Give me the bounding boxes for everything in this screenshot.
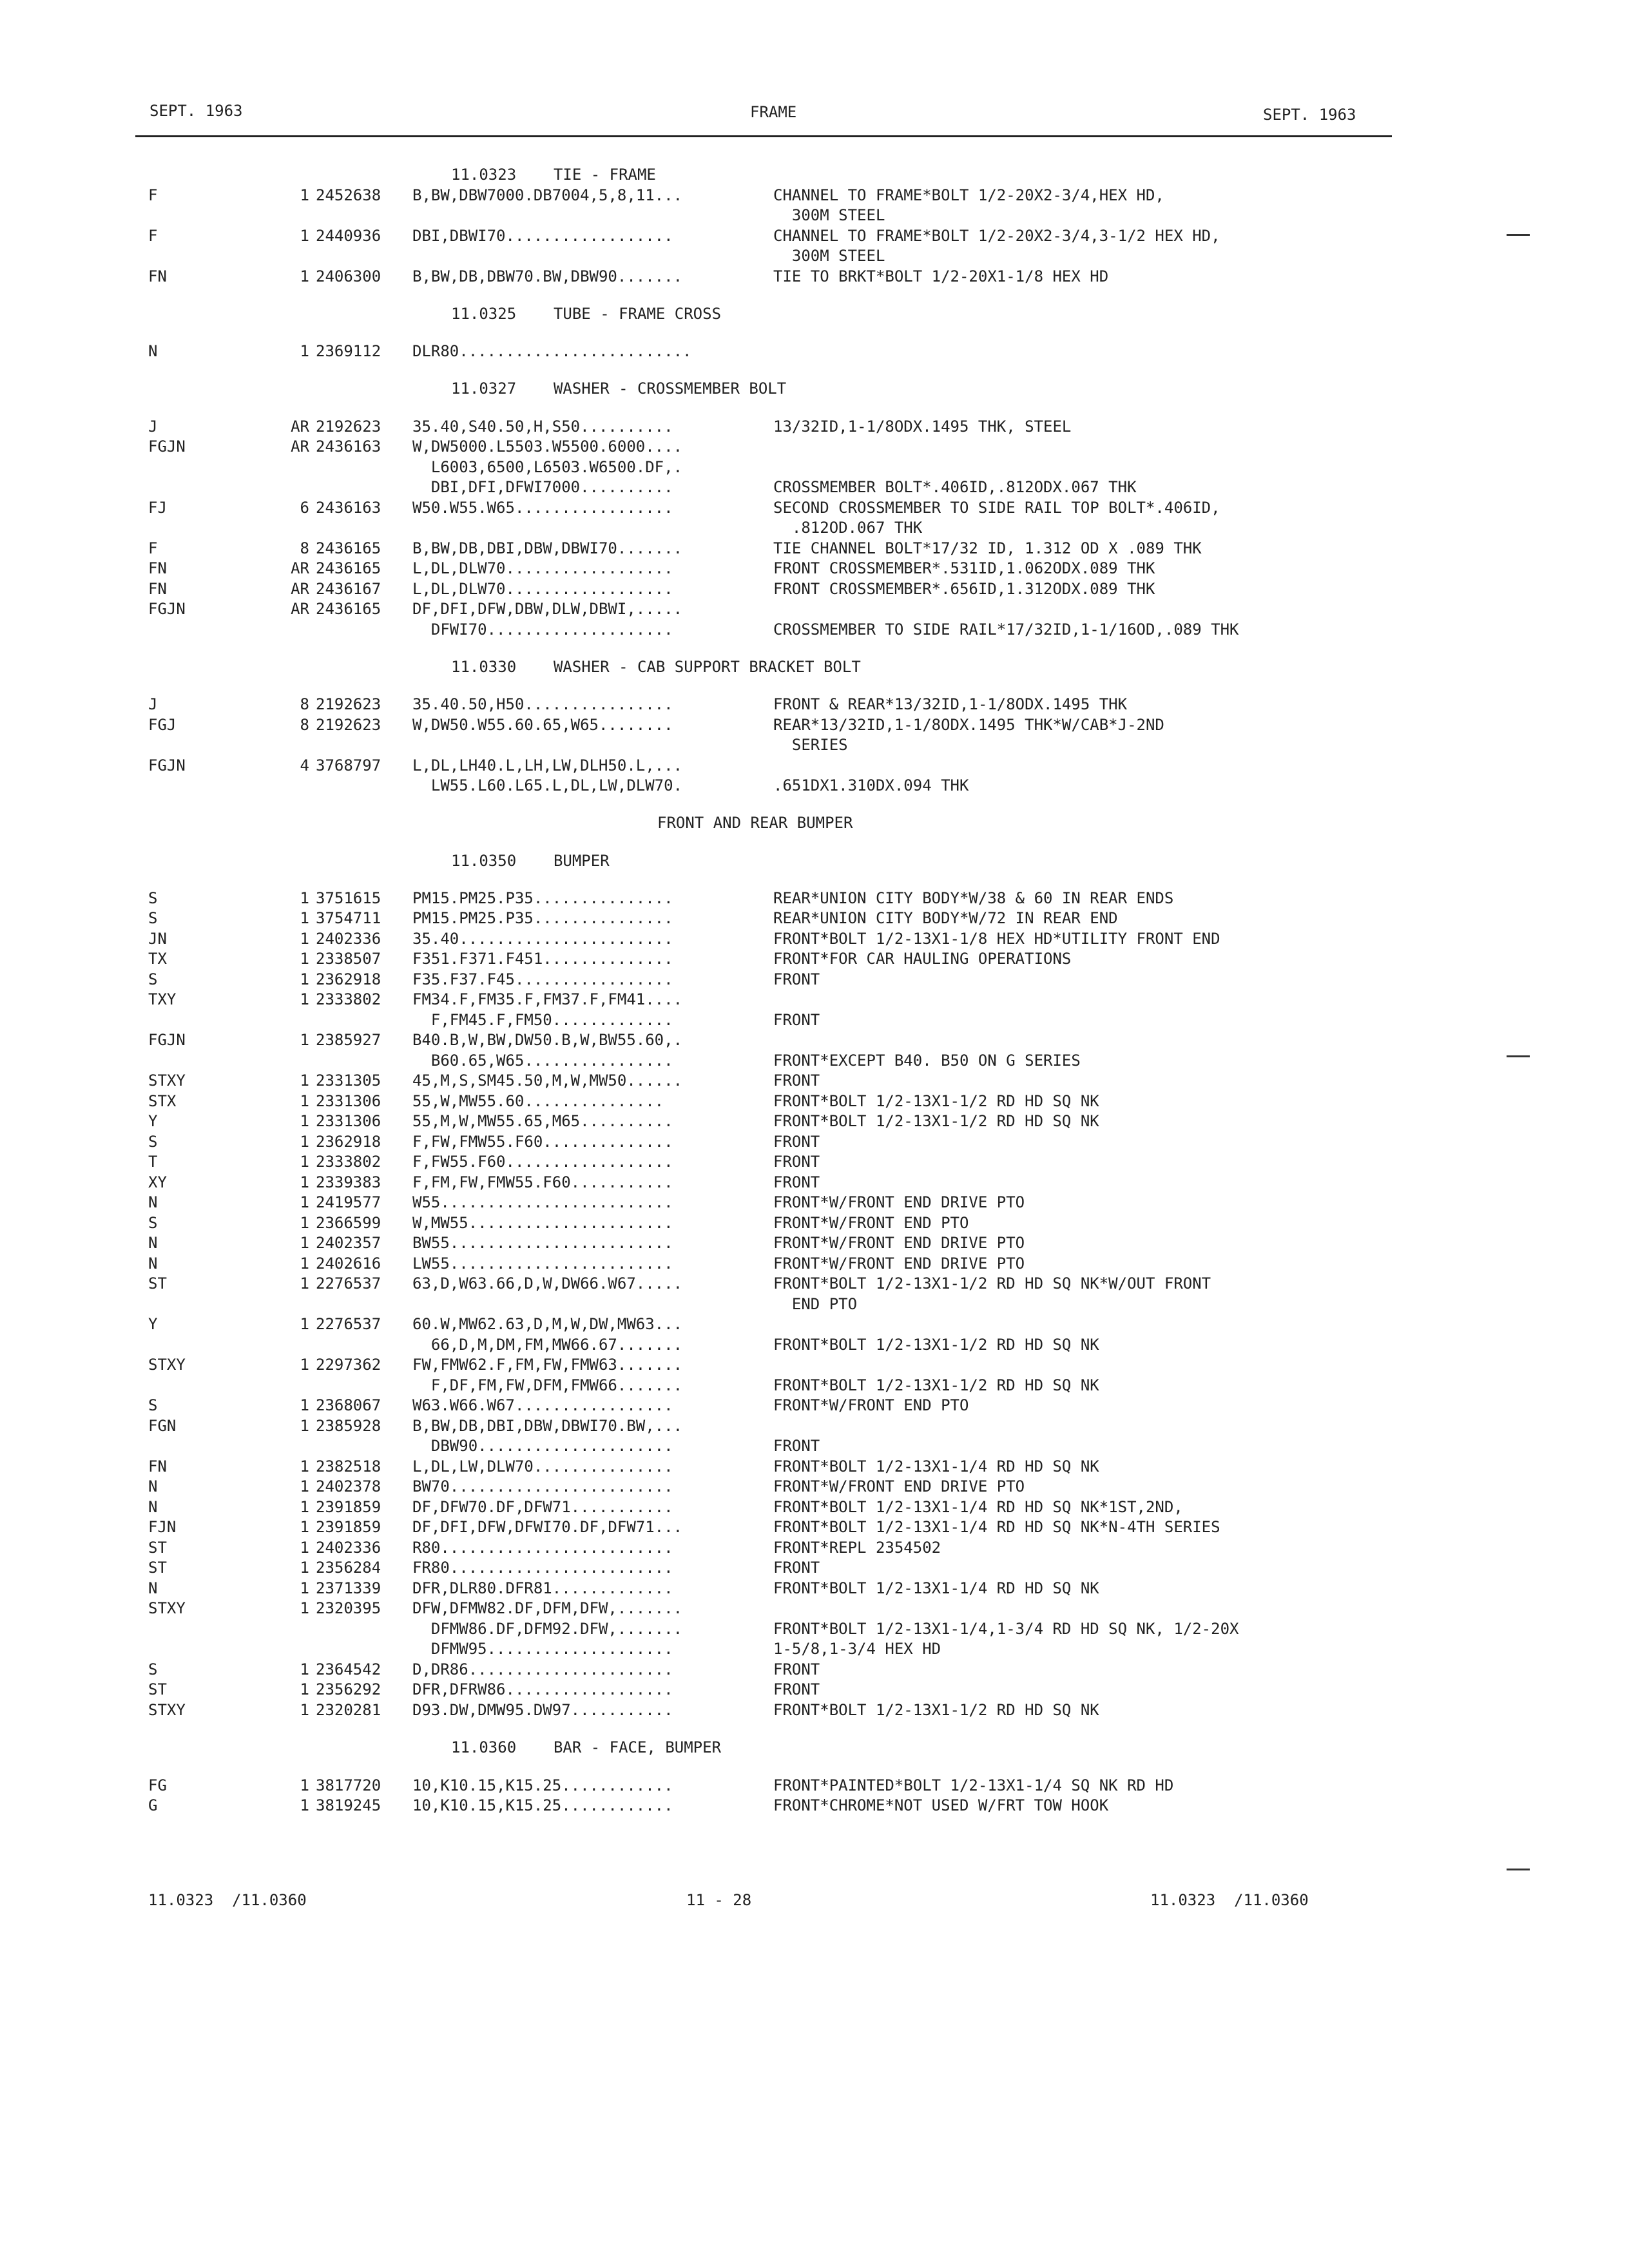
application: W55.........................	[412, 1193, 673, 1212]
quantity: 1	[300, 1153, 309, 1171]
description: SECOND CROSSMEMBER TO SIDE RAIL TOP BOLT*.406ID,	[773, 498, 1220, 517]
application: 35.40.......................	[412, 929, 673, 948]
application: W,MW55......................	[412, 1213, 673, 1232]
quantity: 4	[300, 756, 309, 774]
part-number: 2320281	[316, 1700, 381, 1719]
model-code: F	[148, 539, 158, 557]
model-code: JN	[148, 929, 167, 948]
application: W,DW5000.L5503.W5500.6000....	[412, 437, 683, 456]
model-code: J	[148, 695, 158, 714]
quantity: 1	[300, 1518, 309, 1537]
model-code: TXY	[148, 990, 177, 1009]
quantity: 1	[300, 342, 309, 361]
part-number: 2331306	[316, 1091, 381, 1110]
model-code: Y	[148, 1315, 158, 1334]
quantity: 1	[300, 1234, 309, 1253]
quantity: 1	[300, 889, 309, 907]
description: CHANNEL TO FRAME*BOLT 1/2-20X2-3/4,3-1/2 HEX HD,	[773, 226, 1220, 245]
application: DFWI70....................	[412, 620, 673, 639]
margin-mark	[1507, 234, 1530, 236]
model-code: FG	[148, 1776, 167, 1794]
part-number: 2364542	[316, 1660, 381, 1678]
part-number: 2331305	[316, 1072, 381, 1090]
application: FR80........................	[412, 1559, 673, 1577]
quantity: 8	[300, 539, 309, 557]
application: D93.DW,DMW95.DW97...........	[412, 1700, 673, 1719]
model-code: ST	[148, 1274, 167, 1293]
part-number: 2419577	[316, 1193, 381, 1212]
model-code: N	[148, 1193, 158, 1212]
quantity: 1	[300, 1700, 309, 1719]
application: DFW,DFMW82.DF,DFM,DFW,.......	[412, 1599, 683, 1618]
part-number: 2356292	[316, 1680, 381, 1699]
quantity: 1	[300, 1477, 309, 1496]
model-code: G	[148, 1796, 158, 1815]
quantity: 1	[300, 226, 309, 245]
quantity: 1	[300, 1599, 309, 1618]
quantity: 1	[300, 1416, 309, 1435]
description: FRONT*W/FRONT END PTO	[773, 1213, 969, 1232]
application: L,DL,DLW70..................	[412, 559, 673, 578]
model-code: STXY	[148, 1356, 186, 1374]
quantity: 1	[300, 1254, 309, 1273]
application: DFMW95....................	[412, 1640, 673, 1658]
group-heading: FRONT AND REAR BUMPER	[657, 814, 853, 832]
description: FRONT	[773, 1660, 820, 1678]
part-number: 2333802	[316, 1153, 381, 1171]
description: FRONT	[773, 1173, 820, 1191]
application: LW55........................	[412, 1254, 673, 1273]
description: FRONT*W/FRONT END DRIVE PTO	[773, 1193, 1025, 1212]
description: FRONT*BOLT 1/2-13X1-1/4 RD HD SQ NK*1ST,2ND,	[773, 1497, 1183, 1516]
part-number: 2452638	[316, 186, 381, 204]
model-code: N	[148, 1579, 158, 1597]
part-number: 2276537	[316, 1315, 381, 1334]
quantity: 1	[300, 1112, 309, 1131]
margin-mark	[1507, 1055, 1530, 1057]
application: B,BW,DB,DBW70.BW,DBW90.......	[412, 267, 683, 285]
description: FRONT*CHROME*NOT USED W/FRT TOW HOOK	[773, 1796, 1109, 1815]
description: FRONT*EXCEPT B40. B50 ON G SERIES	[773, 1051, 1081, 1070]
quantity: 1	[300, 1776, 309, 1794]
model-code: FGJ	[148, 715, 177, 734]
part-number: 2369112	[316, 342, 381, 361]
application: B60.65,W65................	[412, 1051, 673, 1070]
part-number: 2385927	[316, 1031, 381, 1050]
description: 13/32ID,1-1/8ODX.1495 THK, STEEL	[773, 417, 1072, 436]
application: DF,DFI,DFW,DBW,DLW,DBWI,.....	[412, 600, 683, 619]
model-code: FN	[148, 559, 167, 578]
application: 55,M,W,MW55.65,M65..........	[412, 1112, 673, 1131]
quantity: 1	[300, 1132, 309, 1151]
application: DFMW86.DF,DFM92.DFW,.......	[412, 1619, 683, 1638]
part-number: 2402336	[316, 929, 381, 948]
model-code: STXY	[148, 1599, 186, 1618]
application: R80.........................	[412, 1538, 673, 1557]
description: CHANNEL TO FRAME*BOLT 1/2-20X2-3/4,HEX HD,	[773, 186, 1164, 204]
model-code: S	[148, 970, 158, 988]
model-code: S	[148, 1660, 158, 1678]
description: FRONT*W/FRONT END PTO	[773, 1396, 969, 1415]
part-number: 2402378	[316, 1477, 381, 1496]
part-number: 2192623	[316, 417, 381, 436]
application: F,FM,FW,FMW55.F60...........	[412, 1173, 673, 1191]
description: CROSSMEMBER BOLT*.406ID,.812ODX.067 THK	[773, 478, 1137, 497]
description: REAR*13/32ID,1-1/8ODX.1495 THK*W/CAB*J-2ND	[773, 715, 1164, 734]
description: FRONT*BOLT 1/2-13X1-1/4 RD HD SQ NK*N-4TH SERIES	[773, 1518, 1220, 1537]
part-number: 3817720	[316, 1776, 381, 1794]
description: .651DX1.310DX.094 THK	[773, 776, 969, 795]
model-code: FGJN	[148, 756, 186, 774]
section-heading: 11.0325 TUBE - FRAME CROSS	[451, 304, 722, 323]
model-code: FGN	[148, 1416, 177, 1435]
application: F,DF,FM,FW,DFM,FMW66.......	[412, 1376, 683, 1394]
part-number: 2436165	[316, 559, 381, 578]
page-number: 11 - 28	[686, 1891, 752, 1909]
application: PM15.PM25.P35...............	[412, 909, 673, 928]
application: F,FM45.F,FM50.............	[412, 1010, 673, 1029]
section-heading: 11.0327 WASHER - CROSSMEMBER BOLT	[451, 380, 787, 398]
description: FRONT CROSSMEMBER*.656ID,1.312ODX.089 THK	[773, 579, 1155, 598]
application: BW70........................	[412, 1477, 673, 1496]
model-code: STX	[148, 1091, 177, 1110]
application: 60.W,MW62.63,D,M,W,DW,MW63...	[412, 1315, 683, 1334]
quantity: 8	[300, 715, 309, 734]
part-number: 2368067	[316, 1396, 381, 1415]
application: DF,DFW70.DF,DFW71...........	[412, 1497, 673, 1516]
application: 66,D,M,DM,FM,MW66.67.......	[412, 1335, 683, 1354]
model-code: FJ	[148, 498, 167, 517]
model-code: ST	[148, 1680, 167, 1699]
quantity: AR	[291, 579, 309, 598]
part-number: 2382518	[316, 1457, 381, 1475]
application: DLR80.........................	[412, 342, 692, 361]
application: W63.W66.W67.................	[412, 1396, 673, 1415]
description: FRONT*BOLT 1/2-13X1-1/4 RD HD SQ NK	[773, 1579, 1099, 1597]
part-number: 2391859	[316, 1518, 381, 1537]
description: FRONT*BOLT 1/2-13X1-1/4 RD HD SQ NK	[773, 1457, 1099, 1475]
header-date-right: SEPT. 1963	[1263, 106, 1356, 124]
part-number: 2192623	[316, 715, 381, 734]
description: TIE CHANNEL BOLT*17/32 ID, 1.312 OD X .089 THK	[773, 539, 1202, 557]
description: FRONT*W/FRONT END DRIVE PTO	[773, 1234, 1025, 1253]
quantity: 1	[300, 1579, 309, 1597]
quantity: 8	[300, 695, 309, 714]
description: FRONT*BOLT 1/2-13X1-1/2 RD HD SQ NK	[773, 1335, 1099, 1354]
part-number: 2276537	[316, 1274, 381, 1293]
quantity: 1	[300, 1031, 309, 1050]
description: FRONT*BOLT 1/2-13X1-1/8 HEX HD*UTILITY FRONT END	[773, 929, 1220, 948]
description: REAR*UNION CITY BODY*W/38 & 60 IN REAR ENDS	[773, 889, 1174, 907]
part-number: 2362918	[316, 1132, 381, 1151]
part-number: 2192623	[316, 695, 381, 714]
application: B,BW,DBW7000.DB7004,5,8,11...	[412, 186, 683, 204]
description: FRONT	[773, 1559, 820, 1577]
application: 45,M,S,SM45.50,M,W,MW50......	[412, 1072, 683, 1090]
description: FRONT	[773, 1010, 820, 1029]
footer-range-left: 11.0323 /11.0360	[148, 1891, 307, 1909]
model-code: S	[148, 1213, 158, 1232]
quantity: 1	[300, 1497, 309, 1516]
description: 300M STEEL	[773, 206, 885, 224]
quantity: 1	[300, 1072, 309, 1090]
quantity: 1	[300, 1538, 309, 1557]
model-code: STXY	[148, 1072, 186, 1090]
model-code: S	[148, 1396, 158, 1415]
application: DFR,DFRW86..................	[412, 1680, 673, 1699]
description: FRONT	[773, 1680, 820, 1699]
model-code: FJN	[148, 1518, 177, 1537]
header-rule	[135, 135, 1392, 137]
model-code: FGJN	[148, 1031, 186, 1050]
quantity: 1	[300, 990, 309, 1009]
application: DF,DFI,DFW,DFWI70.DF,DFW71...	[412, 1518, 683, 1537]
application: D,DR86......................	[412, 1660, 673, 1678]
section-heading: 11.0350 BUMPER	[451, 851, 610, 870]
description: FRONT*BOLT 1/2-13X1-1/4,1-3/4 RD HD SQ NK, 1/2-20X	[773, 1619, 1239, 1638]
part-number: 2436165	[316, 539, 381, 557]
part-number: 2402336	[316, 1538, 381, 1557]
quantity: 1	[300, 267, 309, 285]
section-heading: 11.0360 BAR - FACE, BUMPER	[451, 1738, 722, 1757]
application: 55,W,MW55.60...............	[412, 1091, 664, 1110]
part-number: 3819245	[316, 1796, 381, 1815]
model-code: N	[148, 1234, 158, 1253]
model-code: FN	[148, 579, 167, 598]
part-number: 2366599	[316, 1213, 381, 1232]
description: FRONT*FOR CAR HAULING OPERATIONS	[773, 950, 1072, 968]
description: FRONT*W/FRONT END DRIVE PTO	[773, 1254, 1025, 1273]
quantity: 1	[300, 1680, 309, 1699]
model-code: STXY	[148, 1700, 186, 1719]
quantity: 1	[300, 1457, 309, 1475]
description: 1-5/8,1-3/4 HEX HD	[773, 1640, 941, 1658]
header-date-left: SEPT. 1963	[149, 102, 243, 120]
model-code: N	[148, 1254, 158, 1273]
description: END PTO	[773, 1294, 858, 1313]
quantity: 1	[300, 1559, 309, 1577]
quantity: 1	[300, 1213, 309, 1232]
application: 10,K10.15,K15.25............	[412, 1776, 673, 1794]
quantity: 1	[300, 970, 309, 988]
quantity: 1	[300, 1274, 309, 1293]
application: B40.B,W,BW,DW50.B,W,BW55.60,.	[412, 1031, 683, 1050]
description: CROSSMEMBER TO SIDE RAIL*17/32ID,1-1/16OD,.089 THK	[773, 620, 1239, 639]
model-code: ST	[148, 1559, 167, 1577]
description: FRONT*REPL 2354502	[773, 1538, 941, 1557]
quantity: 6	[300, 498, 309, 517]
description: FRONT	[773, 1072, 820, 1090]
model-code: N	[148, 1477, 158, 1496]
quantity: 1	[300, 929, 309, 948]
quantity: 1	[300, 1193, 309, 1212]
part-number: 2436165	[316, 600, 381, 619]
model-code: F	[148, 186, 158, 204]
quantity: AR	[291, 559, 309, 578]
model-code: T	[148, 1153, 158, 1171]
model-code: S	[148, 889, 158, 907]
application: 35.40,S40.50,H,S50..........	[412, 417, 673, 436]
description: FRONT	[773, 970, 820, 988]
application: LW55.L60.L65.L,DL,LW,DLW70.	[412, 776, 683, 795]
model-code: N	[148, 1497, 158, 1516]
description: FRONT*PAINTED*BOLT 1/2-13X1-1/4 SQ NK RD HD	[773, 1776, 1174, 1794]
quantity: 1	[300, 1356, 309, 1374]
model-code: S	[148, 1132, 158, 1151]
model-code: S	[148, 909, 158, 928]
part-number: 2356284	[316, 1559, 381, 1577]
part-number: 3751615	[316, 889, 381, 907]
model-code: Y	[148, 1112, 158, 1131]
part-number: 2436167	[316, 579, 381, 598]
part-number: 2440936	[316, 226, 381, 245]
description: FRONT CROSSMEMBER*.531ID,1.062ODX.089 THK	[773, 559, 1155, 578]
application: FM34.F,FM35.F,FM37.F,FM41....	[412, 990, 683, 1009]
part-number: 2402616	[316, 1254, 381, 1273]
part-number: 2320395	[316, 1599, 381, 1618]
application: F,FW55.F60..................	[412, 1153, 673, 1171]
part-number: 2338507	[316, 950, 381, 968]
description: TIE TO BRKT*BOLT 1/2-20X1-1/8 HEX HD	[773, 267, 1109, 285]
quantity: 1	[300, 1660, 309, 1678]
model-code: FN	[148, 1457, 167, 1475]
model-code: TX	[148, 950, 167, 968]
description: FRONT*BOLT 1/2-13X1-1/2 RD HD SQ NK	[773, 1376, 1099, 1394]
part-number: 2362918	[316, 970, 381, 988]
quantity: 1	[300, 909, 309, 928]
description: FRONT & REAR*13/32ID,1-1/8ODX.1495 THK	[773, 695, 1128, 714]
application: B,BW,DB,DBI,DBW,DBWI70.BW,...	[412, 1416, 683, 1435]
application: L,DL,LH40.L,LH,LW,DLH50.L,...	[412, 756, 683, 774]
section-heading: 11.0323 TIE - FRAME	[451, 166, 656, 184]
description: REAR*UNION CITY BODY*W/72 IN REAR END	[773, 909, 1118, 928]
application: W50.W55.W65.................	[412, 498, 673, 517]
part-number: 2436163	[316, 437, 381, 456]
part-number: 3754711	[316, 909, 381, 928]
model-code: F	[148, 226, 158, 245]
application: 35.40.50,H50................	[412, 695, 673, 714]
header-title: FRAME	[750, 103, 797, 121]
application: B,BW,DB,DBI,DBW,DBWI70.......	[412, 539, 683, 557]
description: FRONT*BOLT 1/2-13X1-1/2 RD HD SQ NK	[773, 1700, 1099, 1719]
part-number: 2406300	[316, 267, 381, 285]
description: .812OD.067 THK	[773, 519, 923, 537]
quantity: 1	[300, 1173, 309, 1191]
application: 10,K10.15,K15.25............	[412, 1796, 673, 1815]
part-number: 2331306	[316, 1112, 381, 1131]
model-code: FN	[148, 267, 167, 285]
description: FRONT*BOLT 1/2-13X1-1/2 RD HD SQ NK	[773, 1091, 1099, 1110]
application: 63,D,W63.66,D,W,DW66.W67.....	[412, 1274, 683, 1293]
application: L,DL,LW,DLW70...............	[412, 1457, 673, 1475]
model-code: N	[148, 342, 158, 361]
part-number: 2339383	[316, 1173, 381, 1191]
application: F351.F371.F451..............	[412, 950, 673, 968]
section-heading: 11.0330 WASHER - CAB SUPPORT BRACKET BOLT	[451, 657, 861, 676]
quantity: 1	[300, 1396, 309, 1415]
quantity: 1	[300, 1796, 309, 1815]
model-code: FGJN	[148, 600, 186, 619]
footer-range-right: 11.0323 /11.0360	[1150, 1891, 1309, 1909]
quantity: 1	[300, 950, 309, 968]
application: DBI,DBWI70..................	[412, 226, 673, 245]
part-number: 2402357	[316, 1234, 381, 1253]
description: FRONT*BOLT 1/2-13X1-1/2 RD HD SQ NK	[773, 1112, 1099, 1131]
quantity: AR	[291, 600, 309, 619]
part-number: 2436163	[316, 498, 381, 517]
part-number: 2297362	[316, 1356, 381, 1374]
application: L6003,6500,L6503.W6500.DF,.	[412, 457, 683, 476]
margin-mark	[1507, 1869, 1530, 1870]
application: FW,FMW62.F,FM,FW,FMW63.......	[412, 1356, 683, 1374]
model-code: ST	[148, 1538, 167, 1557]
application: F,FW,FMW55.F60..............	[412, 1132, 673, 1151]
part-number: 2371339	[316, 1579, 381, 1597]
application: DBW90.....................	[412, 1437, 673, 1456]
description: FRONT*BOLT 1/2-13X1-1/2 RD HD SQ NK*W/OUT FRONT	[773, 1274, 1211, 1293]
application: BW55........................	[412, 1234, 673, 1253]
description: FRONT	[773, 1153, 820, 1171]
quantity: 1	[300, 1091, 309, 1110]
model-code: XY	[148, 1173, 167, 1191]
application: L,DL,DLW70..................	[412, 579, 673, 598]
application: PM15.PM25.P35...............	[412, 889, 673, 907]
quantity: 1	[300, 1315, 309, 1334]
model-code: J	[148, 417, 158, 436]
quantity: AR	[291, 437, 309, 456]
part-number: 2385928	[316, 1416, 381, 1435]
application: DFR,DLR80.DFR81.............	[412, 1579, 673, 1597]
application: DBI,DFI,DFWI7000..........	[412, 478, 673, 497]
description: FRONT	[773, 1132, 820, 1151]
part-number: 2391859	[316, 1497, 381, 1516]
description: FRONT	[773, 1437, 820, 1456]
application: F35.F37.F45.................	[412, 970, 673, 988]
part-number: 3768797	[316, 756, 381, 774]
description: FRONT*W/FRONT END DRIVE PTO	[773, 1477, 1025, 1496]
quantity: AR	[291, 417, 309, 436]
description: 300M STEEL	[773, 247, 885, 265]
description: SERIES	[773, 736, 848, 754]
quantity: 1	[300, 186, 309, 204]
part-number: 2333802	[316, 990, 381, 1009]
application: W,DW50.W55.60.65,W65........	[412, 715, 673, 734]
model-code: FGJN	[148, 437, 186, 456]
